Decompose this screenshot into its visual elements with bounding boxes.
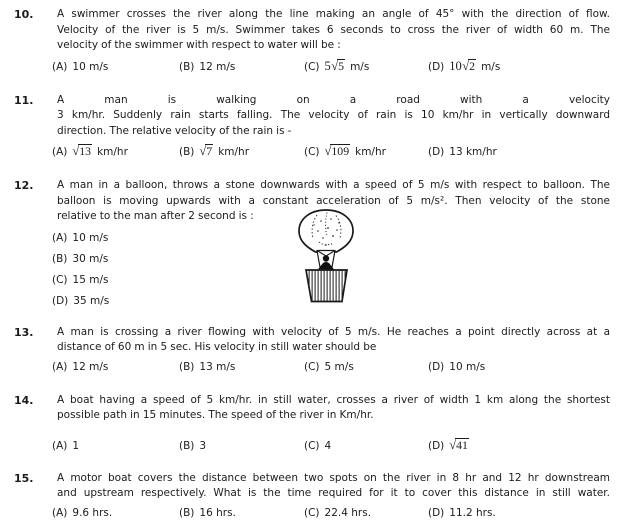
option bbox=[52, 507, 179, 519]
question-content bbox=[52, 7, 610, 77]
radical-coefficient: 5 bbox=[324, 58, 331, 73]
options-row bbox=[52, 361, 610, 379]
option bbox=[179, 144, 304, 159]
radical-expression bbox=[449, 59, 476, 73]
option-label: (D) bbox=[52, 294, 69, 307]
option-label: (A) bbox=[52, 360, 68, 373]
option-label: (A) bbox=[52, 506, 68, 519]
option bbox=[179, 440, 304, 452]
radical-expression bbox=[199, 144, 213, 158]
option-label: (B) bbox=[179, 506, 195, 519]
option-label: (D) bbox=[428, 60, 445, 73]
balloon-basket bbox=[306, 270, 347, 302]
option-label: (D) bbox=[428, 506, 445, 519]
option-value: 13 m/s bbox=[199, 360, 236, 373]
option-value: 5 m/s bbox=[324, 360, 354, 373]
option-label: (A) bbox=[52, 60, 68, 73]
options-row bbox=[52, 438, 610, 456]
question-content bbox=[52, 325, 610, 379]
option-label: (D) bbox=[428, 146, 445, 158]
radical-expression bbox=[325, 59, 346, 73]
question-text-line: possible path in 15 minutes. The speed of the river in Km/hr. bbox=[57, 409, 374, 421]
question-text-line: A man in a balloon, throws a stone downwards with a speed of 5 m/s with respect to balloon. The bbox=[57, 179, 610, 191]
radical-coefficient: 10 bbox=[449, 58, 462, 73]
question-block-14 bbox=[14, 393, 610, 456]
option-value: 22.4 hrs. bbox=[324, 506, 372, 519]
option bbox=[52, 144, 179, 159]
option-unit: km/hr bbox=[355, 146, 386, 158]
option bbox=[428, 146, 610, 158]
hot-air-balloon-figure bbox=[290, 208, 362, 305]
question-text-line: A swimmer crosses the river along the line making an angle of 45° with the direction of flow. bbox=[57, 8, 610, 20]
option bbox=[179, 507, 304, 519]
question-text-line: relative to the man after 2 second is : bbox=[57, 210, 254, 222]
option-value: 15 m/s bbox=[72, 273, 109, 286]
question-text-line: balloon is moving upwards with a constant acceleration of 5 m/s². Then velocity of the stone bbox=[57, 194, 610, 207]
option-label: (C) bbox=[304, 60, 320, 73]
question-text-line: A man is walking on a road with a velocity bbox=[57, 93, 610, 106]
option-label: (C) bbox=[304, 439, 320, 452]
question-number: 11. bbox=[14, 93, 34, 107]
option bbox=[428, 438, 610, 453]
option bbox=[52, 440, 179, 452]
radical-expression bbox=[72, 144, 92, 158]
option-value: 12 m/s bbox=[199, 60, 236, 73]
option-label: (B) bbox=[179, 60, 195, 73]
question-text-line: A motor boat covers the distance between two spots on the river in 8 hr and 12 hr downstream bbox=[57, 471, 610, 484]
option bbox=[304, 440, 428, 452]
question-number: 13. bbox=[14, 325, 34, 339]
option-unit: m/s bbox=[350, 60, 370, 73]
option-value: 11.2 hrs. bbox=[449, 506, 496, 519]
option-value: 1 bbox=[72, 439, 80, 452]
radical-expression bbox=[449, 438, 469, 452]
hot-air-balloon-illustration bbox=[290, 208, 362, 305]
option-label: (C) bbox=[304, 360, 320, 373]
option-label: (A) bbox=[52, 146, 68, 158]
radical-sign: √ bbox=[331, 58, 337, 73]
question-number: 12. bbox=[14, 179, 34, 192]
option-value: 30 m/s bbox=[72, 252, 109, 265]
option-value: 12 m/s bbox=[72, 360, 109, 373]
option bbox=[304, 361, 428, 373]
option bbox=[52, 361, 179, 373]
option-value: 9.6 hrs. bbox=[72, 506, 113, 519]
question-text-line: Velocity of the river is 5 m/s. Swimmer takes 6 seconds to cross the river of width 60 m. The bbox=[57, 23, 610, 36]
radicand: 2 bbox=[469, 58, 476, 73]
option-unit: km/hr bbox=[218, 146, 250, 158]
option bbox=[304, 144, 428, 159]
question-block-11 bbox=[14, 93, 610, 163]
radical-sign: √ bbox=[72, 144, 78, 158]
option-label: (A) bbox=[52, 231, 68, 244]
option bbox=[428, 59, 610, 74]
question-block-10 bbox=[14, 7, 610, 77]
question-content bbox=[52, 471, 610, 525]
option-value: 4 bbox=[324, 439, 332, 452]
option-label: (A) bbox=[52, 439, 68, 452]
option-value: 10 m/s bbox=[72, 60, 109, 73]
options-row bbox=[52, 59, 610, 77]
question-content bbox=[52, 93, 610, 163]
radical-sign: √ bbox=[462, 58, 468, 73]
question-number: 10. bbox=[14, 8, 34, 21]
radical-sign: √ bbox=[324, 144, 330, 158]
option bbox=[304, 59, 428, 74]
question-number: 15. bbox=[14, 471, 34, 485]
question-block-12 bbox=[14, 178, 610, 312]
option bbox=[304, 507, 428, 519]
question-text-line: direction. The relative velocity of the rain is - bbox=[57, 124, 292, 137]
option-label: (B) bbox=[179, 146, 195, 158]
option-label: (C) bbox=[304, 146, 320, 158]
option-label: (B) bbox=[179, 360, 195, 373]
options-row bbox=[52, 507, 610, 525]
radical-sign: √ bbox=[199, 144, 205, 158]
radicand: 5 bbox=[338, 58, 345, 73]
option bbox=[179, 361, 304, 373]
question-text-line: distance of 60 m in 5 sec. His velocity in still water should be bbox=[57, 341, 377, 353]
radicand: 109 bbox=[331, 144, 350, 158]
radical-sign: √ bbox=[449, 437, 455, 452]
radicand: 41 bbox=[456, 437, 468, 452]
option-value: 10 m/s bbox=[449, 360, 486, 373]
option-label: (C) bbox=[52, 273, 68, 286]
option-unit: km/hr bbox=[97, 146, 128, 158]
option-value: 10 m/s bbox=[72, 231, 109, 244]
option-label: (C) bbox=[304, 506, 320, 519]
option-value: 3 bbox=[199, 439, 207, 452]
option-unit: m/s bbox=[481, 60, 501, 73]
question-block-15 bbox=[14, 471, 610, 525]
options-row bbox=[52, 144, 610, 162]
question-text-line: and upstream respectively. What is the time required for it to cover this distance in still water. bbox=[57, 487, 610, 499]
question-block-13 bbox=[14, 325, 610, 379]
question-text-line: A boat having a speed of 5 km/hr. in still water, crosses a river of width 1 km along the shortest bbox=[57, 393, 610, 406]
question-text-line: velocity of the swimmer with respect to water will be : bbox=[57, 39, 341, 51]
option-value: 13 km/hr bbox=[449, 146, 497, 158]
question-text-line: 3 km/hr. Suddenly rain starts falling. The velocity of rain is 10 km/hr in vertically downward bbox=[57, 109, 610, 121]
option bbox=[428, 507, 610, 519]
option-label: (D) bbox=[428, 439, 445, 452]
radicand: 7 bbox=[206, 144, 213, 158]
option-label: (B) bbox=[179, 439, 195, 452]
option-label: (B) bbox=[52, 252, 68, 265]
question-text-line: A man is crossing a river flowing with velocity of 5 m/s. He reaches a point directly across at a bbox=[57, 325, 610, 338]
option bbox=[428, 361, 610, 373]
option bbox=[179, 61, 304, 73]
option bbox=[52, 61, 179, 73]
question-list bbox=[14, 7, 610, 525]
question-number: 14. bbox=[14, 393, 34, 407]
radical-expression bbox=[325, 144, 351, 158]
option-value: 35 m/s bbox=[73, 294, 110, 307]
radicand: 13 bbox=[79, 144, 92, 158]
person-head bbox=[323, 255, 329, 261]
option-value: 16 hrs. bbox=[199, 506, 236, 519]
question-content bbox=[52, 393, 610, 456]
option-label: (D) bbox=[428, 360, 445, 373]
